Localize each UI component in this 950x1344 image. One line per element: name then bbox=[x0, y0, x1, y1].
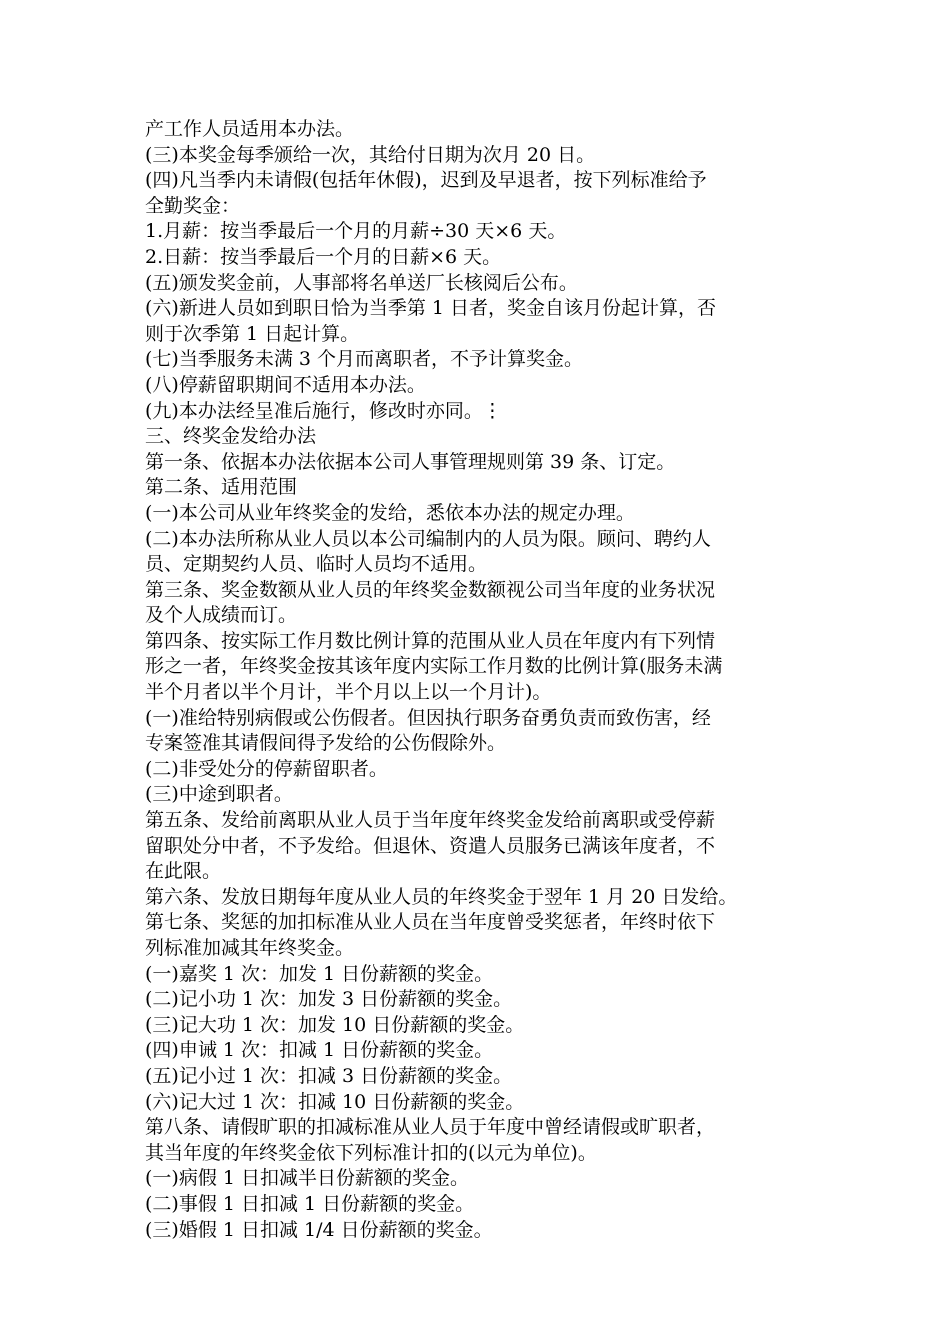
text-line: 第六条、发放日期每年度从业人员的年终奖金于翌年 1 月 20 日发给。 bbox=[145, 885, 738, 908]
text-line: 其当年度的年终奖金依下列标准计扣的(以元为单位)。 bbox=[145, 1141, 597, 1164]
text-line: 留职处分中者，不予发给。但退休、资遣人员服务已满该年度者，不 bbox=[145, 834, 716, 857]
text-line: 及个人成绩而订。 bbox=[145, 604, 298, 627]
text-line: (九)本办法经呈准后施行，修改时亦同。⋮ bbox=[145, 399, 502, 422]
text-line: 第四条、按实际工作月数比例计算的范围从业人员在年度内有下列情 bbox=[145, 629, 716, 652]
text-line: (三)本奖金每季颁给一次，其给付日期为次月 20 日。 bbox=[145, 143, 596, 166]
text-line: (二)事假 1 日扣减 1 日份薪额的奖金。 bbox=[145, 1192, 475, 1215]
text-line: (二)本办法所称从业人员以本公司编制内的人员为限。顾问、聘约人 bbox=[145, 527, 711, 550]
text-line: 则于次季第 1 日起计算。 bbox=[145, 322, 360, 345]
text-line: (一)嘉奖 1 次：加发 1 日份薪额的奖金。 bbox=[145, 962, 494, 985]
text-line: 1.月薪：按当季最后一个月的月薪÷30 天×6 天。 bbox=[145, 220, 567, 243]
text-line: 第七条、奖惩的加扣标准从业人员在当年度曾受奖惩者，年终时依下 bbox=[145, 911, 716, 934]
text-line: (三)中途到职者。 bbox=[145, 783, 293, 806]
text-line: (一)病假 1 日扣减半日份薪额的奖金。 bbox=[145, 1167, 469, 1190]
text-line: 半个月者以半个月计，半个月以上以一个月计)。 bbox=[145, 681, 552, 704]
text-line: (三)记大功 1 次：加发 10 日份薪额的奖金。 bbox=[145, 1013, 525, 1036]
text-line: (六)新进人员如到职日恰为当季第 1 日者，奖金自该月份起计算，否 bbox=[145, 297, 716, 320]
text-line: 第二条、适用范围 bbox=[145, 476, 298, 499]
text-line: 第三条、奖金数额从业人员的年终奖金数额视公司当年度的业务状况 bbox=[145, 578, 716, 601]
text-line: 第一条、依据本办法依据本公司人事管理规则第 39 条、订定。 bbox=[145, 450, 676, 473]
text-line: 专案签准其请假间得予发给的公伤假除外。 bbox=[145, 732, 507, 755]
text-line: (四)申诫 1 次：扣减 1 日份薪额的奖金。 bbox=[145, 1039, 494, 1062]
document-body bbox=[145, 117, 815, 1243]
text-line: 形之一者，年终奖金按其该年度内实际工作月数的比例计算(服务未满 bbox=[145, 655, 723, 678]
text-line: 2.日薪：按当季最后一个月的日薪×6 天。 bbox=[145, 245, 502, 268]
text-line: (八)停薪留职期间不适用本办法。 bbox=[145, 373, 426, 396]
text-line: 列标准加减其年终奖金。 bbox=[145, 937, 355, 959]
text-line: (二)非受处分的停薪留职者。 bbox=[145, 757, 388, 780]
text-line: 第八条、请假旷职的扣减标准从业人员于年度中曾经请假或旷职者， bbox=[145, 1116, 716, 1139]
text-line: (五)记小过 1 次：扣减 3 日份薪额的奖金。 bbox=[145, 1064, 513, 1087]
text-line: 第五条、发给前离职从业人员于当年度年终奖金发给前离职或受停薪 bbox=[145, 809, 716, 832]
text-line: 在此限。 bbox=[145, 860, 222, 883]
text-line: (二)记小功 1 次：加发 3 日份薪额的奖金。 bbox=[145, 988, 513, 1011]
text-line: (一)本公司从业年终奖金的发给，悉依本办法的规定办理。 bbox=[145, 501, 635, 524]
text-line: (四)凡当季内未请假(包括年休假)，迟到及早退者，按下列标准给予 bbox=[145, 169, 707, 192]
section-heading: 三、终奖金发给办法 bbox=[145, 425, 317, 448]
text-line: (三)婚假 1 日扣减 1/4 日份薪额的奖金。 bbox=[145, 1218, 493, 1241]
text-line: (五)颁发奖金前，人事部将名单送厂长核阅后公布。 bbox=[145, 271, 578, 294]
text-line: (七)当季服务未满 3 个月而离职者，不予计算奖金。 bbox=[145, 348, 583, 371]
text-line: 产工作人员适用本办法。 bbox=[145, 118, 355, 140]
text-line: (六)记大过 1 次：扣减 10 日份薪额的奖金。 bbox=[145, 1090, 525, 1113]
text-line: 全勤奖金： bbox=[145, 194, 241, 217]
text-line: (一)准给特别病假或公伤假者。但因执行职务奋勇负责而致伤害，经 bbox=[145, 706, 711, 729]
text-line: 员、定期契约人员、临时人员均不适用。 bbox=[145, 553, 488, 576]
